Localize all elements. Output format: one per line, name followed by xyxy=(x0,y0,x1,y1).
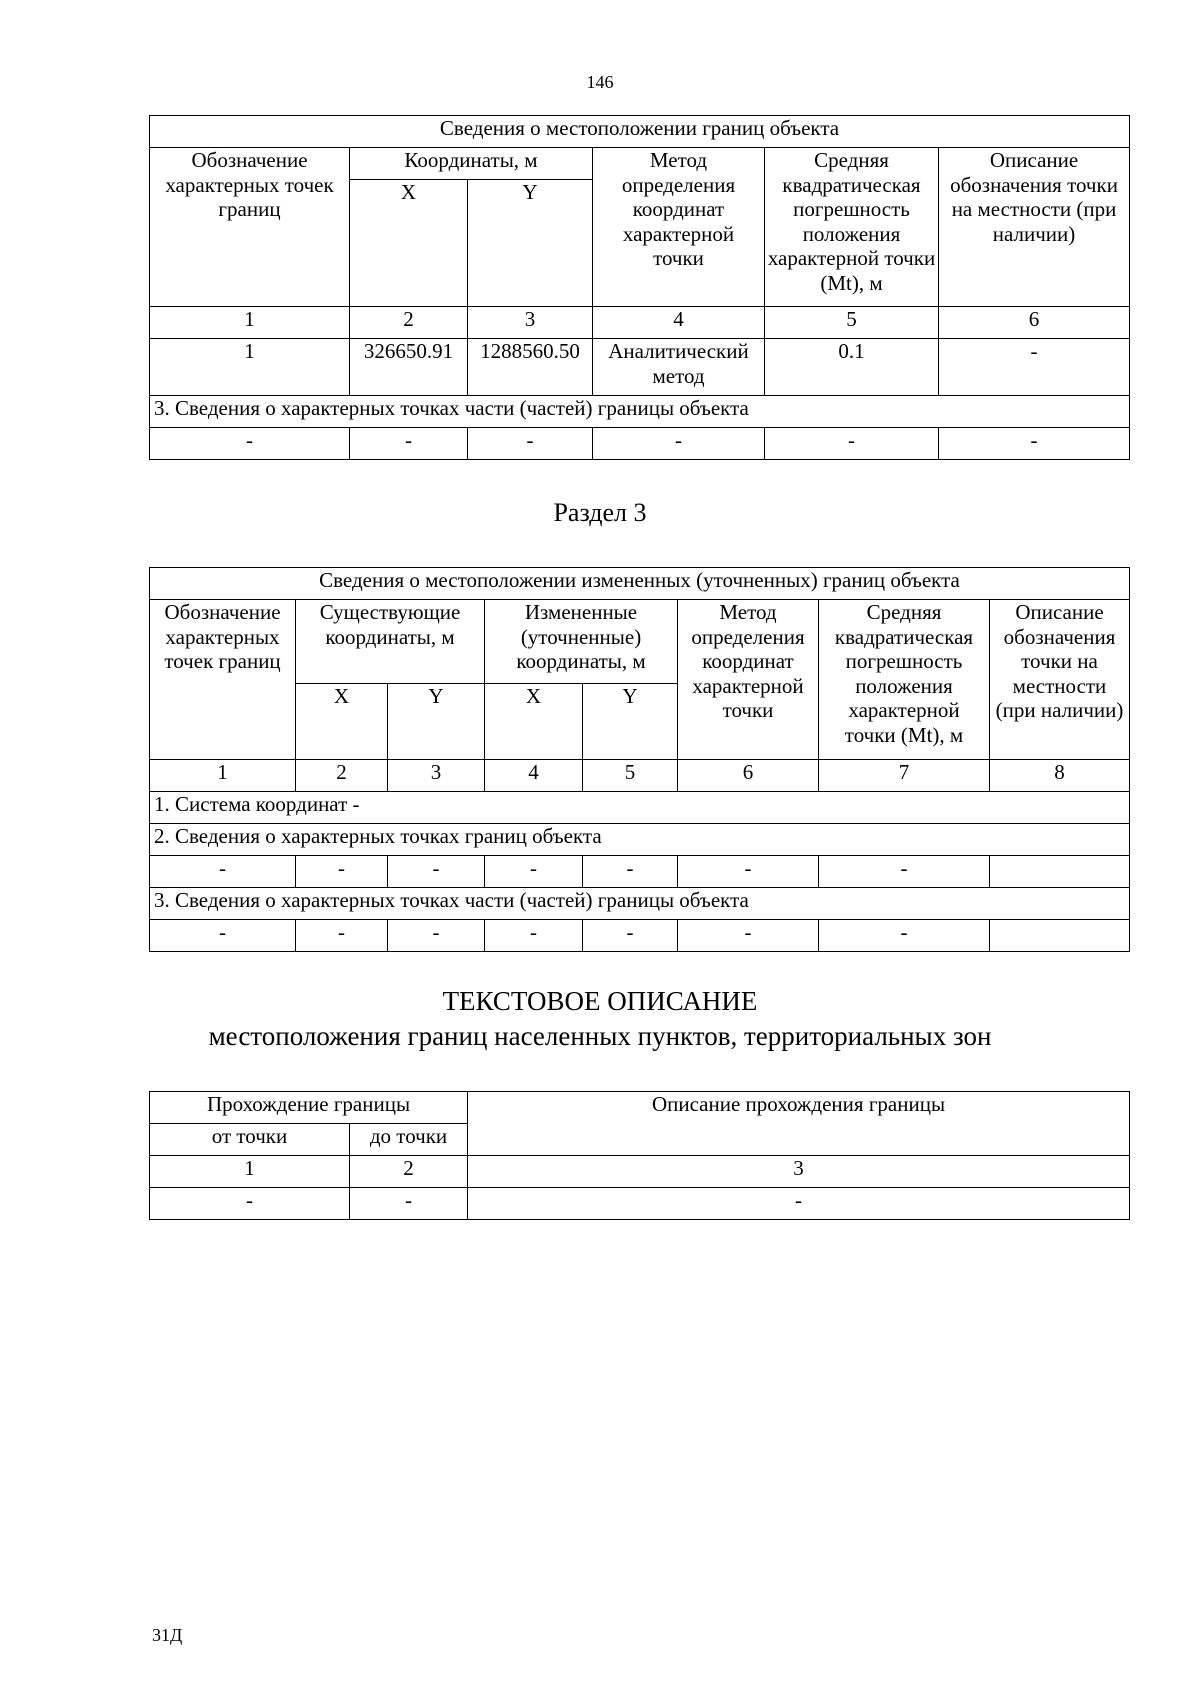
table-cell: - xyxy=(678,856,819,888)
column-numbers-row xyxy=(150,307,1130,339)
method-value: Аналитический метод xyxy=(593,339,765,396)
changed-boundary-table xyxy=(149,567,1130,952)
column-number: 6 xyxy=(939,307,1130,339)
coord-y-value: 1288560.50 xyxy=(468,339,593,396)
header-point-designation: Обозначение характерных точек границ xyxy=(150,600,296,760)
column-number: 1 xyxy=(150,1156,350,1188)
column-number: 4 xyxy=(593,307,765,339)
column-number: 2 xyxy=(350,307,468,339)
header-x: X xyxy=(350,180,468,307)
header-method: Метод определения координат характерной точки xyxy=(678,600,819,760)
page-number: 146 xyxy=(586,72,614,92)
header-error: Средняя квадратическая погрешность положения характерной точки (Mt), м xyxy=(819,600,990,760)
table-cell: - xyxy=(468,428,593,460)
column-number: 3 xyxy=(468,307,593,339)
column-number: 5 xyxy=(583,760,678,792)
column-number: 4 xyxy=(485,760,583,792)
point-number: 1 xyxy=(150,339,350,396)
column-numbers-row xyxy=(150,760,1130,792)
header-from-point: от точки xyxy=(150,1124,350,1156)
text-description-title: ТЕКСТОВОЕ ОПИСАНИЕ xyxy=(442,986,758,1016)
column-number: 2 xyxy=(350,1156,468,1188)
header-passage: Прохождение границы xyxy=(150,1092,468,1124)
column-numbers-row xyxy=(150,1156,1130,1188)
header-method: Метод определения координат характерной точки xyxy=(593,148,765,307)
coord-x-value: 326650.91 xyxy=(350,339,468,396)
table-cell: - xyxy=(819,920,990,952)
table-cell: - xyxy=(678,920,819,952)
boundary-passage-table xyxy=(149,1091,1130,1220)
table-cell: - xyxy=(350,428,468,460)
coordinate-system-row: 1. Система координат - xyxy=(150,792,1130,824)
header-passage-description: Описание прохождения границы xyxy=(468,1092,1130,1156)
table-row xyxy=(150,428,1130,460)
header-error: Средняя квадратическая погрешность положения характерной точки (Mt), м xyxy=(765,148,939,307)
boundary-location-table xyxy=(149,115,1130,460)
column-number: 6 xyxy=(678,760,819,792)
header-description: Описание обозначения точки на местности (при наличии) xyxy=(939,148,1130,307)
table-caption: Сведения о местоположении измененных (уточненных) границ объекта xyxy=(150,568,1130,600)
column-number: 2 xyxy=(296,760,388,792)
header-x: X xyxy=(485,684,583,760)
table-cell: - xyxy=(583,920,678,952)
column-number: 5 xyxy=(765,307,939,339)
table-cell: - xyxy=(296,856,388,888)
part-points-section-title: 3. Сведения о характерных точках части (частей) границы объекта xyxy=(150,396,1130,428)
section-heading: Раздел 3 xyxy=(553,498,647,527)
table-cell xyxy=(990,920,1130,952)
header-y: Y xyxy=(583,684,678,760)
table-cell: - xyxy=(485,920,583,952)
column-number: 3 xyxy=(388,760,485,792)
header-x: X xyxy=(296,684,388,760)
table-cell: - xyxy=(485,856,583,888)
header-changed-coordinates: Измененные (уточненные) координаты, м xyxy=(485,600,678,684)
header-coordinates: Координаты, м xyxy=(350,148,593,180)
header-to-point: до точки xyxy=(350,1124,468,1156)
error-value: 0.1 xyxy=(765,339,939,396)
table-cell: - xyxy=(939,428,1130,460)
table-cell: - xyxy=(350,1188,468,1220)
table-cell: - xyxy=(388,920,485,952)
column-number: 1 xyxy=(150,307,350,339)
header-point-designation: Обозначение характерных точек границ xyxy=(150,148,350,307)
header-y: Y xyxy=(388,684,485,760)
table-cell: - xyxy=(150,428,350,460)
header-existing-coordinates: Существующие координаты, м xyxy=(296,600,485,684)
table-cell: - xyxy=(819,856,990,888)
header-description: Описание обозначения точки на местности (при наличии) xyxy=(990,600,1130,760)
description-value: - xyxy=(939,339,1130,396)
column-number: 1 xyxy=(150,760,296,792)
column-number: 8 xyxy=(990,760,1130,792)
table-cell: - xyxy=(765,428,939,460)
table-row xyxy=(150,856,1130,888)
table-cell: - xyxy=(150,920,296,952)
table-cell: - xyxy=(150,1188,350,1220)
table-row xyxy=(150,339,1130,396)
table-caption: Сведения о местоположении границ объекта xyxy=(150,116,1130,148)
points-section-title: 2. Сведения о характерных точках границ объекта xyxy=(150,824,1130,856)
table-cell: - xyxy=(583,856,678,888)
text-description-subtitle: местоположения границ населенных пунктов, территориальных зон xyxy=(208,1021,992,1051)
table-cell: - xyxy=(388,856,485,888)
table-cell xyxy=(990,856,1130,888)
part-points-section-title: 3. Сведения о характерных точках части (частей) границы объекта xyxy=(150,888,1130,920)
table-cell: - xyxy=(593,428,765,460)
column-number: 7 xyxy=(819,760,990,792)
column-number: 3 xyxy=(468,1156,1130,1188)
footer-code: 31Д xyxy=(152,1625,183,1645)
table-cell: - xyxy=(468,1188,1130,1220)
table-cell: - xyxy=(296,920,388,952)
table-row xyxy=(150,920,1130,952)
table-row xyxy=(150,1188,1130,1220)
table-cell: - xyxy=(150,856,296,888)
header-y: Y xyxy=(468,180,593,307)
